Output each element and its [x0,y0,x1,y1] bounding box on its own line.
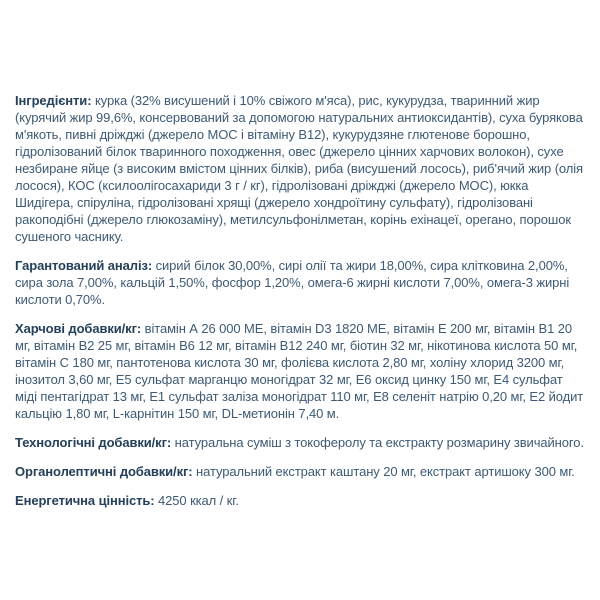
guaranteed-analysis-text: сирий білок 30,00%, сирі олії та жири 18,00%, сира клітковина 2,00%, сира зола 7,00%, кальцій 1,50%, фосфор 1,20%, омега-6 жирні кислоти 7,00%, омега-3 жирні кислоти 0,70%. [15,258,570,307]
ingredients-paragraph [15,92,586,245]
energy-value-label: Енергетична цінність: [15,493,155,508]
energy-value-text: 4250 ккал / кг. [158,493,239,508]
organoleptic-additives-text: натуральний екстракт каштану 20 мг, екстракт артишоку 300 мг. [196,464,575,479]
organoleptic-additives-label: Органолептичні добавки/кг: [15,464,193,479]
energy-value-paragraph [15,492,586,509]
ingredients-label: Інгредієнти: [15,93,92,108]
nutritional-additives-label: Харчові добавки/кг: [15,321,142,336]
organoleptic-additives-paragraph [15,463,586,480]
technological-additives-label: Технологічні добавки/кг: [15,435,172,450]
technological-additives-paragraph [15,434,586,451]
guaranteed-analysis-label: Гарантований аналіз: [15,258,153,273]
ingredients-text: курка (32% висушений і 10% свіжого м'яса), рис, кукурудза, тваринний жир (курячий жир 99,6%, консервований за допомогою натуральних антиоксидантів), суха бурякова м'якоть, пивні дріжджі (джерело МОС і вітаміну В12), кукурудзяне глютенове борошно, гідролізований білок тваринного походження, овес (джерело цінних харчових волокон), сухе незбиране яйце (з високим вмістом цінних білків), риба (висушений лосось), риб'ячий жир (олія лосося), КОС (ксилоолігосахариди 3 г / кг), гідролізовані дріжджі (джерело МОС), юкка Шидігера, спіруліна, гідролізовані хрящі (джерело хондроїтину сульфату), гідролізовані ракоподібні (джерело глюкозаміну), метилсульфонілметан, корінь ехінацеї, орегано, порошок сушеного часнику. [15,93,583,244]
nutritional-additives-paragraph [15,320,586,422]
technological-additives-text: натуральна суміш з токоферолу та екстракту розмарину звичайного. [174,435,584,450]
nutritional-additives-text: вітамін А 26 000 МЕ, вітамін D3 1820 МЕ, вітамін Е 200 мг, вітамін В1 20 мг, вітамін В2 25 мг, вітамін В6 12 мг, вітамін В12 240 мг, біотин 32 мг, нікотинова кислота 50 мг, вітамін С 180 мг, пантотенова кислота 30 мг, фолієва кислота 2,80 мг, холіну хлорид 3200 мг, інозитол 3,60 мг, Е5 сульфат марганцю моногідрат 32 мг, Е6 оксид цинку 150 мг, Е4 сульфат міді пентагідрат 13 мг, Е1 сульфат заліза моногідрат 110 мг, Е8 селеніт натрію 0,20 мг, Е2 йодит кальцію 1,80 мг, L-карнітин 150 мг, DL-метионін 7,40 м. [15,321,584,421]
guaranteed-analysis-paragraph [15,257,586,308]
